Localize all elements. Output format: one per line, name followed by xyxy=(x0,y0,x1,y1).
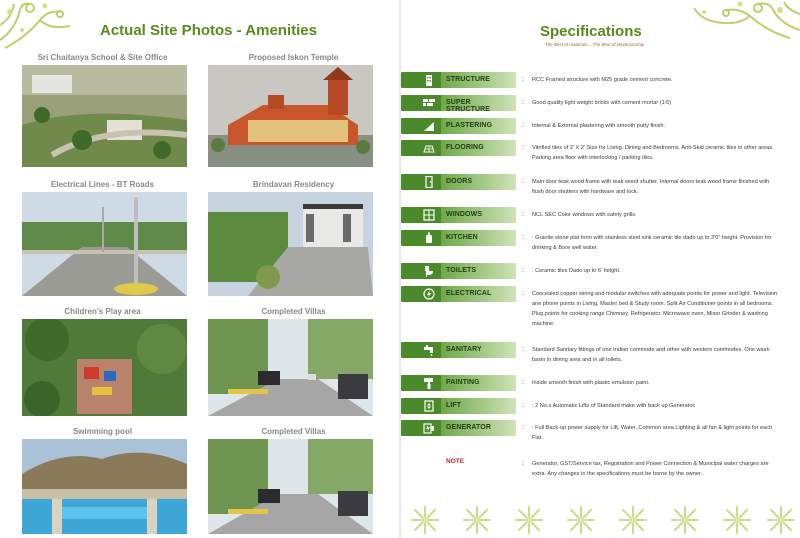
photo-caption: Completed Villas xyxy=(261,307,326,316)
building-icon xyxy=(423,74,435,86)
spec-label-bar xyxy=(401,342,516,358)
photo-school-site-office xyxy=(22,65,187,167)
spec-colon: : xyxy=(522,76,524,83)
bricks-icon xyxy=(423,97,435,109)
spec-row-painting xyxy=(401,375,800,395)
spec-desc: RCC Framed structure with M25 grade cement concrete. xyxy=(532,77,673,83)
photo-caption: Swimming pool xyxy=(72,427,133,436)
trowel-icon xyxy=(423,120,435,132)
spec-colon: : xyxy=(522,211,524,218)
photo-childrens-play-area xyxy=(22,319,187,416)
photo-iskon-temple xyxy=(208,65,373,167)
spec-name: SANITARY xyxy=(446,346,482,353)
generator-icon xyxy=(423,422,435,434)
spec-name: STRUCTURE xyxy=(446,76,491,83)
spec-label-bar xyxy=(401,286,516,302)
photo-caption: Completed Villas xyxy=(261,427,326,436)
kitchen-icon xyxy=(423,232,435,244)
spec-row-plastering xyxy=(401,118,800,138)
flower-ornament xyxy=(670,505,700,535)
specifications-subtitle: The Best of materials....The Best of Workmanship xyxy=(545,42,645,47)
door-icon xyxy=(423,176,435,188)
spec-colon: : xyxy=(522,379,524,386)
specifications-title: Specifications xyxy=(540,23,642,40)
spec-row-structure xyxy=(401,72,800,92)
spec-colon: : xyxy=(522,460,524,467)
spec-name: SUPER STRUCTURE xyxy=(446,99,491,113)
spec-row-electrical xyxy=(401,286,800,334)
spec-row-lift xyxy=(401,398,800,418)
spec-desc: Good quality light weight bricks with cement mortar (1:6) xyxy=(532,100,672,106)
photo-electrical-lines-roads xyxy=(22,192,187,296)
spec-desc: Concealed copper wiring and modular switches with adequate points for power and light. Television ane phone points in Living, Master bed & Study room. Split Air Conditioner points in all bedrooms. Plug points for cooking range Chimney, Refrigerator, Microwave oven, Mixer Grinder & washing machine. xyxy=(532,291,778,327)
flower-ornament xyxy=(722,505,752,535)
spec-row-generator xyxy=(401,420,800,450)
spec-label-bar xyxy=(401,263,516,279)
spec-label-bar xyxy=(401,140,516,156)
flower-ornament xyxy=(766,505,796,535)
spec-name: TOILETS xyxy=(446,267,477,274)
spec-desc: Internal & External plastering with smooth putty finish. xyxy=(532,123,666,129)
photo-completed-villas-2 xyxy=(208,439,373,534)
electric-icon xyxy=(423,288,435,300)
spec-colon: : xyxy=(522,234,524,241)
spec-desc: : 2 No.s Automatic Lifts of Standard make with back up Generator. xyxy=(532,403,696,409)
spec-colon: : xyxy=(522,424,524,431)
photo-caption: Sri Chaitanya School & Site Office xyxy=(37,53,168,62)
spec-desc: : Full Back-up power supply for Lift, Water, Common area Lighting & all fan & light points for each Flat. xyxy=(532,425,773,441)
spec-colon: : xyxy=(522,144,524,151)
lift-icon xyxy=(423,400,435,412)
spec-label-bar xyxy=(401,398,516,414)
spec-name: PAINTING xyxy=(446,379,480,386)
spec-label-bar xyxy=(401,375,516,391)
toilet-icon xyxy=(423,265,435,277)
spec-row-toilets xyxy=(401,263,800,283)
spec-desc: : Ceramic tiles Dado up to 6' height. xyxy=(532,268,621,274)
flower-ornament xyxy=(514,505,544,535)
spec-colon: : xyxy=(522,267,524,274)
spec-name: FLOORING xyxy=(446,144,484,151)
photo-brindavan-residency xyxy=(208,192,373,296)
spec-label-bar xyxy=(401,118,516,134)
spec-name: KITCHEN xyxy=(446,234,478,241)
corner-ornament-top-left xyxy=(0,0,80,50)
paint-icon xyxy=(423,377,435,389)
photos-title: Actual Site Photos - Amenities xyxy=(100,22,317,39)
spec-row-flooring xyxy=(401,140,800,170)
spec-desc: Inside smooth finish with plastic emulsion paint. xyxy=(532,380,650,386)
tiles-icon xyxy=(423,142,435,154)
spec-label-bar xyxy=(401,174,516,190)
spec-row-kitchen xyxy=(401,230,800,260)
spec-row-sanitary xyxy=(401,342,800,372)
photo-swimming-pool xyxy=(22,439,187,534)
spec-row-doors xyxy=(401,174,800,204)
spec-label-bar xyxy=(401,95,516,111)
spec-colon: : xyxy=(522,346,524,353)
spec-desc: NCL SEC Color windows with safety grills. xyxy=(532,212,637,218)
corner-ornament-top-right xyxy=(680,0,800,40)
flower-ornament xyxy=(410,505,440,535)
spec-colon: : xyxy=(522,122,524,129)
spec-label-bar xyxy=(401,420,516,436)
spec-desc: Generator, GST/Service tax, Registration and Power Connection & Municipal water charges are extra. Any changes in the specifications must be borne by the owner. xyxy=(532,461,769,477)
spec-row-windows xyxy=(401,207,800,227)
photo-completed-villas-1 xyxy=(208,319,373,416)
spec-colon: : xyxy=(522,290,524,297)
spec-name: ELECTRICAL xyxy=(446,290,492,297)
flower-ornament xyxy=(618,505,648,535)
spec-label-bar xyxy=(401,72,516,88)
spec-desc: Vitrified tiles of 2' X 2' Size for Living, Dining and Bedrooms. Anti-Skid ceramic tiles in other areas. Parking area floor with interlocking / parking tiles. xyxy=(532,145,774,161)
spec-label-bar xyxy=(401,230,516,246)
spec-colon: : xyxy=(522,402,524,409)
spec-name: GENERATOR xyxy=(446,424,491,431)
spec-desc: Standard Sanitary fittings of one Indian commode and other with western commodes. One wash basin in dining area and in all toilets. xyxy=(532,347,770,363)
spec-desc: Main door teak wood frame with teak wood shutter. Internal doors teak wood frame finished with flush door shutters with hardware and lock. xyxy=(532,179,770,195)
spec-colon: : xyxy=(522,178,524,185)
window-icon xyxy=(423,209,435,221)
spec-desc: : Granite stone plat form with stainless steel sink ceramic tile dado up to 3'0" height. Provision for drinking & Bore well water. xyxy=(532,235,772,251)
spec-name: LIFT xyxy=(446,402,462,409)
photo-caption: Proposed Iskon Temple xyxy=(248,53,339,62)
photo-caption: Brindavan Residency xyxy=(252,180,335,189)
spec-row-note xyxy=(401,456,800,482)
spec-label-bar xyxy=(401,207,516,223)
flower-ornament xyxy=(462,505,492,535)
spec-name: DOORS xyxy=(446,178,473,185)
flower-ornament xyxy=(566,505,596,535)
note-label: NOTE xyxy=(446,458,465,465)
spec-colon: : xyxy=(522,99,524,106)
photo-caption: Children's Play area xyxy=(64,307,141,316)
spec-name: PLASTERING xyxy=(446,122,493,129)
photo-caption: Electrical Lines - BT Roads xyxy=(50,180,155,189)
spec-row-super-structure xyxy=(401,95,800,115)
spec-name: WINDOWS xyxy=(446,211,483,218)
tap-icon xyxy=(423,344,435,356)
